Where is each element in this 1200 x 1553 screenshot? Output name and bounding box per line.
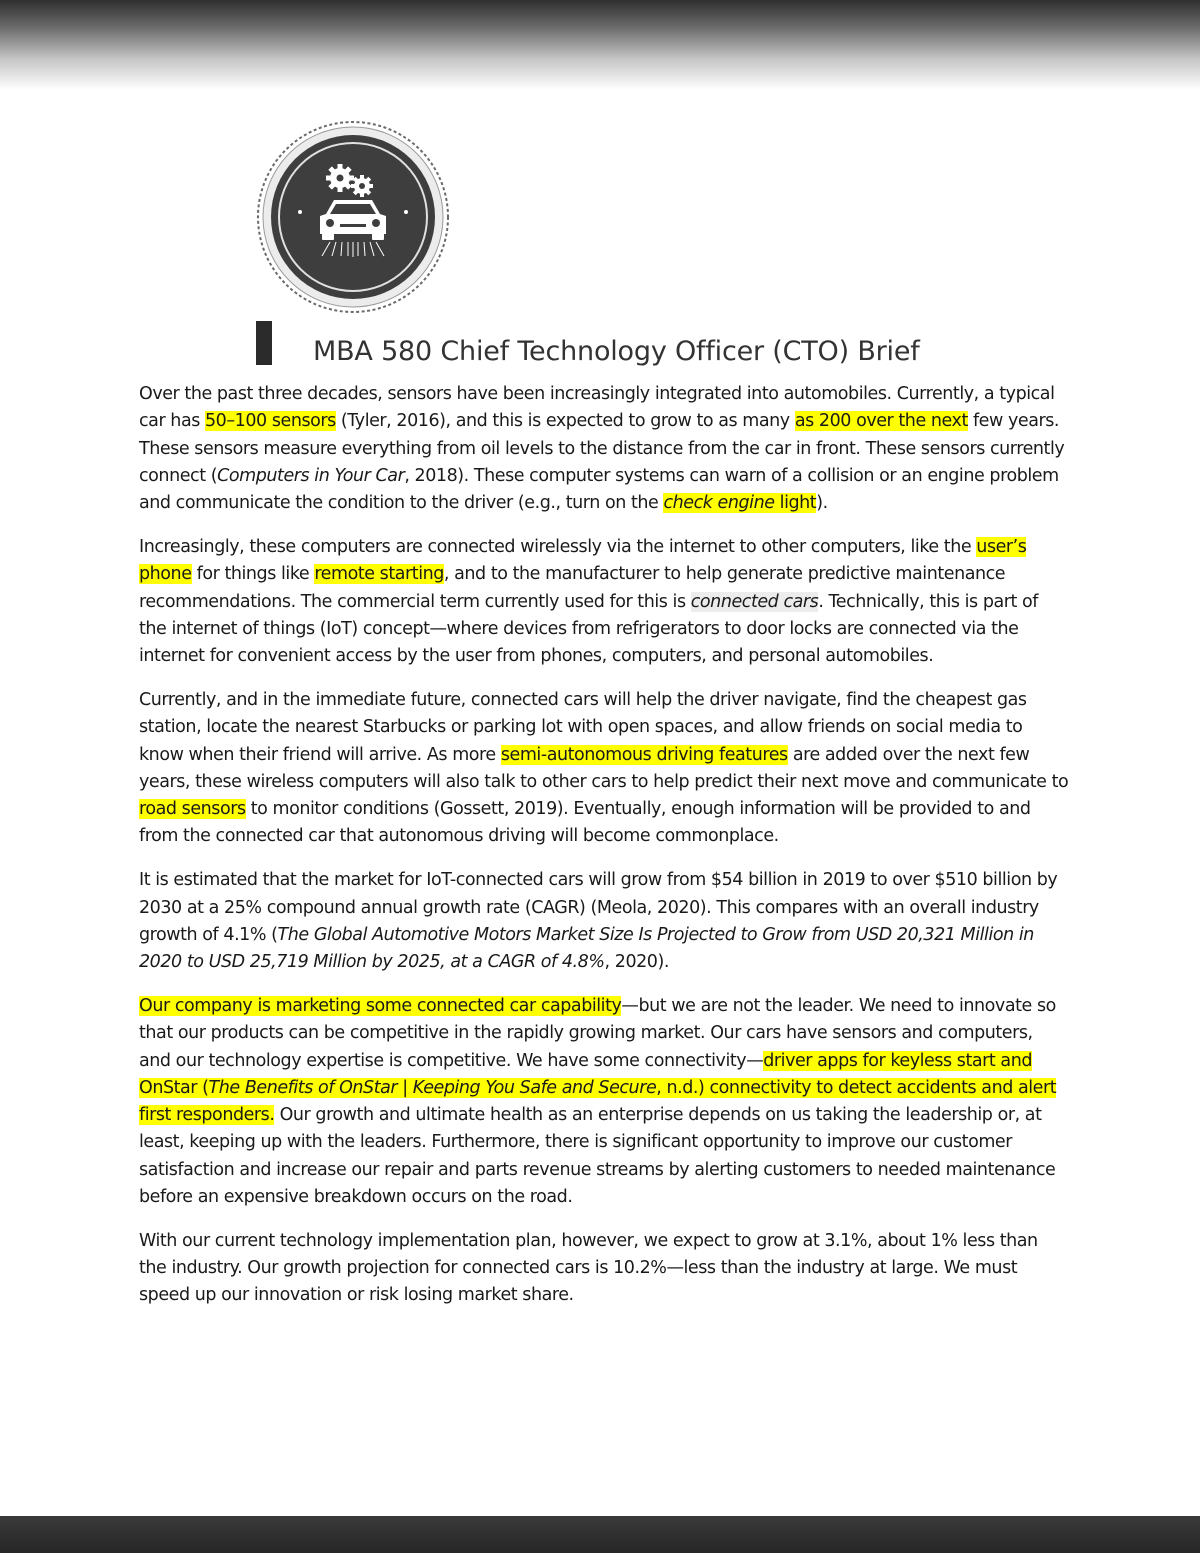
bottom-dark-band bbox=[0, 1516, 1200, 1553]
highlight: user’s phone bbox=[139, 536, 1027, 585]
paragraph-company: Our company is marketing some connected car capability—but we are not the leader. We need to innovate so that our products can be competitive in the rapidly growing market. Our cars have sensors and computers, and our technology expertise is competitive. We have some connectivity—driver apps for keyless start and OnStar (The Benefits of OnStar | Keeping You Safe and Secure, n.d.) connectivity to detect accidents and alert first responders. Our growth and ultimate health as an enterprise depends on us taking the leadership or, at least, keeping up with the leaders. Furthermore, there is significant opportunity to improve our customer satisfaction and increase our repair and parts revenue streams by alerting customers to needed maintenance before an expensive breakdown occurs on the road. bbox=[139, 995, 1057, 1208]
highlight: Our company is marketing some connected car capability bbox=[139, 995, 622, 1016]
paragraph-connectivity: Increasingly, these computers are connected wirelessly via the internet to other computers, like the user’s phone for things like remote starting, and to the manufacturer to help generate predictive maintenance recommendations. The commercial term currently used for this is connected cars. Technically, this is part of the internet of things (IoT) concept—where devices from refrigerators to door locks are connected via the internet for convenient access by the user from phones, computers, and personal automobiles. bbox=[139, 536, 1038, 667]
term-connected-cars: connected cars bbox=[690, 591, 819, 612]
document-body bbox=[139, 381, 1069, 1326]
top-shadow-band bbox=[0, 0, 1200, 90]
citation-title: The Global Automotive Motors Market Size Is Projected to Grow from USD 20,321 Million in 2020 to USD 25,719 Million by 2025, at a CAGR of 4.8% bbox=[139, 924, 1034, 973]
document-title: MBA 580 Chief Technology Officer (CTO) Brief bbox=[313, 336, 920, 367]
highlight: semi-autonomous driving features bbox=[500, 744, 788, 765]
paragraph-market: It is estimated that the market for IoT-connected cars will grow from $54 billion in 2019 to over $510 billion by 2030 at a 25% compound annual growth rate (CAGR) (Meola, 2020). This compares with an overall industry growth of 4.1% (The Global Automotive Motors Market Size Is Projected to Grow from USD 20,321 Million in 2020 to USD 25,719 Million by 2025, at a CAGR of 4.8%, 2020). bbox=[139, 870, 1058, 973]
highlight-citation: The Benefits of OnStar | Keeping You Safe and Secure bbox=[208, 1077, 657, 1098]
title-accent-bar bbox=[256, 321, 272, 365]
highlight: as 200 over the next bbox=[794, 411, 968, 432]
highlight: 50–100 sensors bbox=[205, 411, 336, 432]
connected-car-gears-badge-icon bbox=[256, 120, 450, 314]
paragraph-growth: With our current technology implementation plan, however, we expect to grow at 3.1%, about 1% less than the industry. Our growth projection for connected cars is 10.2%—less than the industry at large. We must speed up our innovation or risk losing market share. bbox=[139, 1230, 1038, 1306]
paragraph-sensors: Over the past three decades, sensors have been increasingly integrated into automobiles. Currently, a typical car has 50–100 sensors (Tyler, 2016), and this is expected to grow to as many as 200 over the next few years. These sensors measure everything from oil levels to the distance from the car in front. These sensors currently connect (Computers in Your Car, 2018). These computer systems can warn of a collision or an engine problem and communicate the condition to the driver (e.g., turn on the check engine light). bbox=[139, 384, 1065, 514]
highlight: driver apps for keyless start and OnStar ( bbox=[139, 1050, 1032, 1098]
highlight: road sensors bbox=[139, 799, 246, 820]
highlight: light bbox=[774, 493, 817, 514]
highlight: remote starting bbox=[314, 564, 444, 585]
citation-title: Computers in Your Car bbox=[217, 465, 405, 486]
highlight: check engine bbox=[663, 493, 775, 514]
paragraph-future: Currently, and in the immediate future, connected cars will help the driver navigate, find the cheapest gas station, locate the nearest Starbucks or parking lot with open spaces, and allow friends on social media to know when their friend will arrive. As more semi-autonomous driving features are added over the next few years, these wireless computers will also talk to other cars to help predict their next move and communicate to road sensors to monitor conditions (Gossett, 2019). Eventually, enough information will be provided to and from the connected car that autonomous driving will become commonplace. bbox=[139, 689, 1069, 847]
highlight: , n.d.) connectivity to detect accidents and alert first responders. bbox=[139, 1077, 1057, 1126]
